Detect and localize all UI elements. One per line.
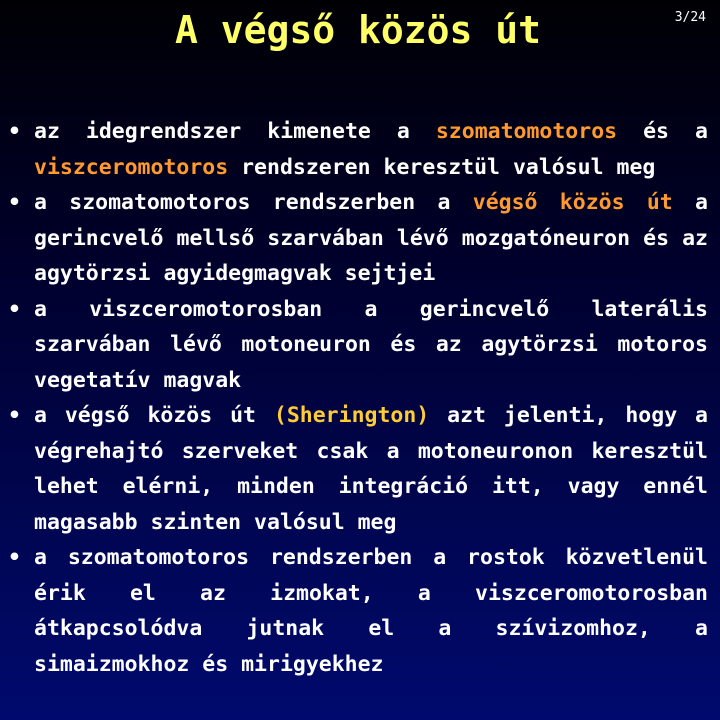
bullet-item [8,398,708,540]
bullet-dot-icon: • [8,190,21,215]
bullet-list [8,114,708,682]
highlighted-term: viszceromotoros [34,154,229,180]
bullet-dot-icon: • [8,403,21,428]
slide-title [0,8,720,52]
bullet-text: a szomatomotoros rendszerben a rostok közvetlenül érik el az izmokat, a viszceromotorosban átkapcsolódva jutnak el a szívizomhoz, a simaizmokhoz és mirigyekhez [34,545,708,677]
bullet-text: azt jelenti, hogy a végrehajtó szerveket csak a motoneuronon keresztül lehet elérni, minden integráció itt, vagy ennél magasabb szinten valósul meg [34,403,708,535]
bullet-dot-icon: • [8,119,21,144]
page-number: 3/24 [674,10,706,25]
bullet-text: és a [617,119,708,144]
highlighted-term: (Sherington) [273,403,430,428]
bullet-item [8,292,708,399]
highlighted-term: szomatomotoros [435,119,618,144]
bullet-dot-icon: • [8,296,21,322]
bullet-text: a szomatomotoros rendszerben a [34,190,473,215]
bullet-item [8,185,708,292]
bullet-text: rendszeren keresztül valósul meg [228,154,656,180]
bullet-text: a gerincvelő mellső szarvában lévő mozgatóneuron és az agytörzsi agyidegmagvak sejtjei [34,190,708,286]
slide-title-text: A végső közös út [174,8,542,52]
bullet-text: az idegrendszer kimenete a [34,119,436,144]
bullet-dot-icon: • [8,545,21,570]
bullet-item [8,114,708,185]
bullet-text: a végső közös út [34,403,274,428]
bullet-text: a viszceromotorosban a gerincvelő laterális szarvában lévő motoneuron és az agytörzsi motoros vegetatív magvak [34,296,708,393]
bullet-item [8,540,708,682]
highlighted-term: végső közös út [472,190,673,215]
